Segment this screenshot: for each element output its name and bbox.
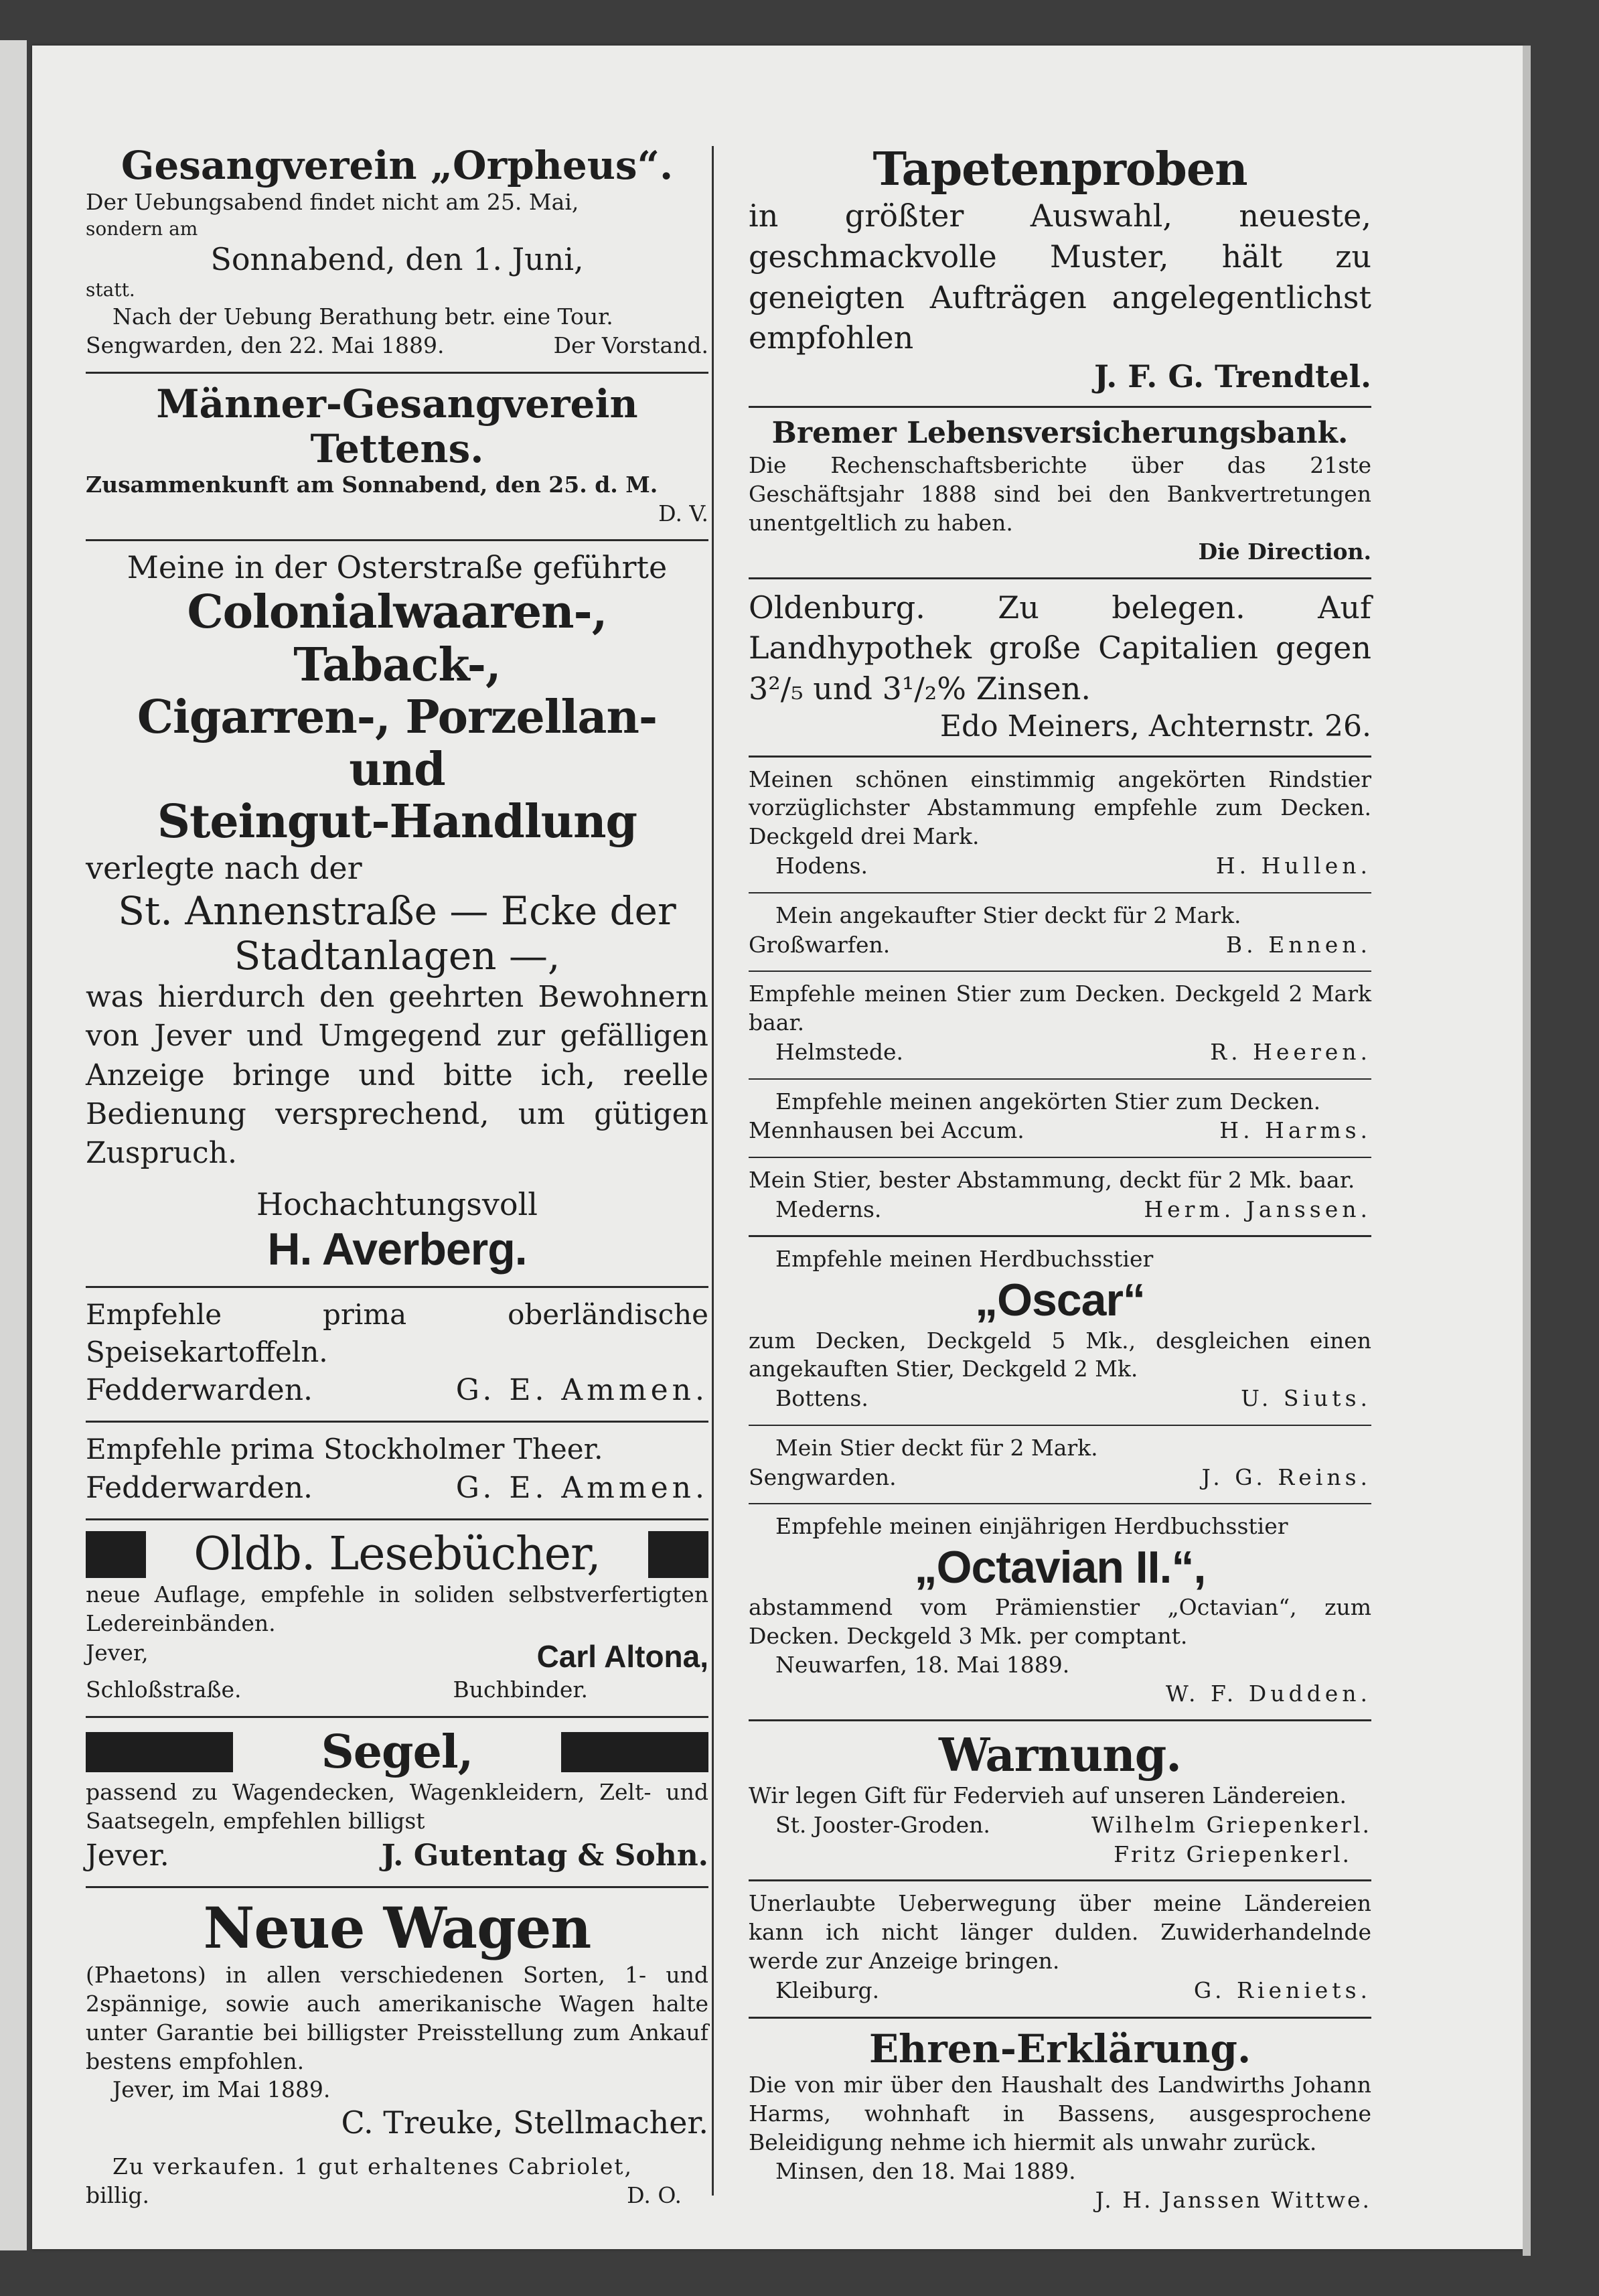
ad-headline: Colonialwaaren-, Taback-,	[187, 585, 607, 692]
ad-signature: Herm. Janssen.	[1144, 1196, 1371, 1222]
pointing-hand-left-icon	[648, 1531, 708, 1578]
ad-signature: Die Direction.	[1198, 538, 1371, 565]
ad-place: Fedderwarden.	[86, 1470, 313, 1505]
ad-place: Großwarfen.	[749, 931, 891, 958]
ad-body: Oldenburg. Zu belegen. Auf Landhypothek große Capitalien gegen 3²/₅ und 3¹/₂% Zinsen.	[749, 589, 1371, 707]
ad-signature: Wilhelm Griepenkerl.	[1091, 1811, 1371, 1838]
ad-signature: Carl Altona,	[536, 1639, 708, 1674]
ad-heeren	[749, 976, 1371, 1074]
ad-title: Tapetenproben	[872, 143, 1247, 196]
ad-bremer	[749, 412, 1371, 573]
ad-title: Neue Wagen	[203, 1895, 591, 1962]
ad-footer	[749, 1037, 1371, 1068]
ad-ehren	[749, 2023, 1371, 2222]
ad-body: was hierdurch den geehrten Bewohnern von Jever und Umgegend zur gefälligen Anzeige bringe und bitte ich, reelle Bedienung versprechend, um gütigen Zuspruch.	[86, 980, 708, 1170]
ad-warnung	[749, 1725, 1371, 1876]
ad-signature: J. H. Janssen Wittwe.	[1095, 2186, 1371, 2213]
separator	[86, 539, 708, 541]
ad-footer	[86, 331, 708, 361]
ad-signature: Edo Meiners, Achternstr. 26.	[939, 709, 1371, 743]
ad-segel	[86, 1722, 708, 1882]
separator	[86, 1716, 708, 1718]
separator	[86, 1421, 708, 1423]
ad-signature: G. E. Ammen.	[455, 1373, 708, 1407]
pointing-hand-left-icon	[561, 1732, 708, 1772]
ad-place: Helmstede.	[775, 1039, 904, 1065]
ad-place: Jever.	[86, 1838, 169, 1873]
separator	[86, 1286, 708, 1288]
ad-text: statt.	[86, 279, 135, 301]
ad-signature: H. Harms.	[1219, 1117, 1371, 1144]
ad-footer	[749, 1976, 1371, 2006]
pointing-hand-right-icon	[86, 1531, 146, 1578]
ad-signature: W. F. Dudden.	[1165, 1680, 1371, 1707]
ad-footer	[86, 1638, 708, 1675]
right-column	[749, 139, 1371, 2222]
ad-footer	[749, 1384, 1371, 1414]
ad-body: Mein angekaufter Stier deckt für 2 Mark.	[775, 902, 1241, 928]
ad-text: billig.	[86, 2182, 149, 2209]
ad-body: Empfehle prima oberländische Speisekartoffeln.	[86, 1298, 708, 1368]
ad-janssen	[749, 1162, 1371, 1231]
separator	[86, 372, 708, 374]
ad-footer	[749, 1195, 1371, 1225]
ad-title: Gesangverein „Orpheus“.	[121, 143, 674, 188]
ad-text: sondern am	[86, 217, 198, 240]
ad-text: Zusammenkunft am Sonnabend, den 25. d. M.	[86, 472, 658, 498]
ad-title: Oldb. Lesebücher,	[194, 1528, 601, 1581]
ad-footer	[86, 1836, 708, 1875]
ad-altona	[86, 1524, 708, 1712]
separator	[749, 892, 1371, 893]
ad-body: abstammend vom Prämienstier „Octavian“, zum Decken. Deckgeld 3 Mk. per comptant.	[749, 1594, 1371, 1650]
separator	[749, 2017, 1371, 2019]
separator	[86, 1518, 708, 1520]
ad-signature: J. G. Reins.	[1201, 1463, 1371, 1490]
ad-greeting: Hochachtungsvoll	[256, 1186, 538, 1222]
ad-body: Die von mir über den Haushalt des Landwirths Johann Harms, wohnhaft in Bassens, ausgesprochene Beleidigung nehme ich hiermit als unwahr zurück.	[749, 2072, 1371, 2156]
separator	[749, 1879, 1371, 1881]
ad-signature: J. Gutentag & Sohn.	[381, 1838, 708, 1873]
ad-tettens	[86, 378, 708, 535]
ad-headline: Stadtanlagen —,	[234, 932, 560, 979]
ad-footer	[749, 1116, 1371, 1146]
ad-place: Sengwarden, den 22. Mai 1889.	[86, 332, 445, 359]
ad-hullen	[749, 762, 1371, 888]
ad-intro: Empfehle meinen einjährigen Herdbuchsstier	[775, 1513, 1288, 1540]
ad-body: Mein Stier, bester Abstammung, deckt für 2 Mk. baar.	[749, 1166, 1355, 1193]
ad-body: (Phaetons) in allen verschiedenen Sorten, 1- und 2spännige, sowie auch amerikanische Wagen halte unter Garantie bei billigster Preisstellung zum Ankauf bestens empfohlen.	[86, 1961, 708, 2074]
ad-signature: J. F. G. Trendtel.	[1094, 358, 1371, 395]
ad-place: Neuwarfen, 18. Mai 1889.	[775, 1652, 1070, 1678]
ad-body: passend zu Wagendecken, Wagenkleidern, Zelt- und Saatsegeln, empfehlen billigst	[86, 1779, 708, 1834]
right-page-edge	[1523, 46, 1531, 2256]
ad-reins	[749, 1430, 1371, 1499]
ad-headline: Steingut-Handlung	[157, 795, 637, 849]
ad-signature: H. Averberg.	[267, 1223, 527, 1275]
ad-title: „Octavian II.“,	[914, 1542, 1206, 1593]
ad-signature: G. Rieniets.	[1193, 1977, 1371, 2004]
ad-signature: D. V.	[658, 500, 708, 527]
newspaper-page	[32, 46, 1523, 2249]
ad-place: Jever,	[86, 1640, 149, 1666]
ad-title-row	[86, 1726, 708, 1778]
ad-footer	[86, 1468, 708, 1508]
ad-text: Nach der Uebung Berathung betr. eine Tour.	[112, 303, 613, 330]
ad-headline: Cigarren-, Porzellan- und	[137, 690, 658, 796]
ad-footer	[86, 1675, 708, 1705]
separator	[749, 1235, 1371, 1237]
ad-body: Mein Stier deckt für 2 Mark.	[775, 1434, 1098, 1461]
ad-octavian	[749, 1508, 1371, 1715]
ad-signature: C. Treuke, Stellmacher.	[341, 2104, 708, 2141]
separator	[86, 1886, 708, 1888]
column-divider	[712, 146, 714, 2196]
ad-body: Empfehle meinen angekörten Stier zum Decken.	[775, 1088, 1321, 1115]
ad-signature: H. Hullen.	[1215, 853, 1371, 879]
ad-rieniets	[749, 1885, 1371, 2012]
separator	[749, 971, 1371, 972]
ad-place: Bottens.	[775, 1385, 868, 1412]
ad-footer	[749, 1463, 1371, 1493]
ad-signature: Der Vorstand.	[553, 332, 708, 359]
ad-footer	[749, 1810, 1371, 1841]
ad-ennen	[749, 898, 1371, 966]
ad-body: zum Decken, Deckgeld 5 Mk., desgleichen einen angekauften Stier, Deckgeld 2 Mk.	[749, 1327, 1371, 1382]
ad-place: Mennhausen bei Accum.	[749, 1117, 1024, 1144]
ad-signature: D. O.	[627, 2182, 682, 2209]
ad-meiners	[749, 583, 1371, 751]
pointing-hand-right-icon	[86, 1732, 233, 1772]
ad-tapeten	[749, 139, 1371, 402]
ad-cabriolet	[86, 2149, 708, 2218]
ad-text: Zu verkaufen. 1 gut erhaltenes Cabriolet,	[112, 2153, 633, 2179]
ad-orpheus	[86, 139, 708, 368]
ad-footer	[86, 1370, 708, 1410]
left-column	[86, 139, 708, 2218]
ad-signature: G. E. Ammen.	[455, 1470, 708, 1505]
ad-body: Meinen schönen einstimmig angekörten Rindstier vorzüglichster Abstammung empfehle zum Decken. Deckgeld drei Mark.	[749, 766, 1371, 850]
separator	[749, 756, 1371, 758]
ad-ammen-kartoffeln	[86, 1292, 708, 1417]
ad-title: Männer-Gesangverein Tettens.	[156, 380, 638, 472]
ad-headline: St. Annenstraße — Ecke der	[118, 887, 676, 934]
ad-body: Empfehle meinen Stier zum Decken. Deckgeld 2 Mark baar.	[749, 981, 1371, 1036]
ad-signature: U. Siuts.	[1241, 1385, 1371, 1412]
separator	[749, 1157, 1371, 1158]
ad-intro: Meine in der Osterstraße geführte	[127, 549, 668, 586]
ad-title-row	[86, 1528, 708, 1581]
ad-place: Hodens.	[775, 853, 868, 879]
ad-footer	[749, 930, 1371, 960]
ad-title: Ehren-Erklärung.	[868, 2025, 1251, 2072]
separator	[749, 1503, 1371, 1504]
separator	[749, 406, 1371, 408]
ad-title: Segel,	[321, 1725, 473, 1779]
ad-body: neue Auflage, empfehle in soliden selbstverfertigten Ledereinbänden.	[86, 1581, 708, 1637]
ad-intro: Empfehle meinen Herdbuchsstier	[775, 1246, 1154, 1273]
ad-title: Warnung.	[939, 1728, 1181, 1782]
separator	[749, 1719, 1371, 1721]
ad-place: St. Jooster-Groden.	[775, 1811, 990, 1838]
ad-title: „Oscar“	[975, 1275, 1145, 1326]
ad-place: Fedderwarden.	[86, 1373, 313, 1407]
ad-place: Jever, im Mai 1889.	[112, 2076, 331, 2103]
ad-signature: B. Ennen.	[1225, 931, 1371, 958]
ad-place: Kleiburg.	[775, 1977, 880, 2004]
ad-title: Bremer Lebensversicherungsbank.	[771, 416, 1349, 451]
ad-body: Die Rechenschaftsberichte über das 21ste Geschäftsjahr 1888 sind bei den Bankvertretungen unentgeltlich zu haben.	[749, 452, 1371, 536]
ad-place: Mederns.	[775, 1196, 882, 1222]
separator	[749, 1078, 1371, 1080]
ad-averberg	[86, 545, 708, 1282]
ad-body: Wir legen Gift für Federvieh auf unseren Ländereien.	[749, 1782, 1347, 1809]
separator	[749, 577, 1371, 579]
ad-footer	[749, 851, 1371, 881]
ad-place: Schloßstraße.	[86, 1676, 242, 1703]
ad-date: Sonnabend, den 1. Juni,	[210, 240, 584, 277]
ad-body: Empfehle prima Stockholmer Theer.	[86, 1433, 603, 1466]
ad-body: in größter Auswahl, neueste, geschmackvolle Muster, hält zu geneigten Aufträgen angelegentlichst empfohlen	[749, 198, 1371, 356]
ad-body: Unerlaubte Ueberwegung über meine Ländereien kann ich nicht länger dulden. Zuwiderhandelnde werde zur Anzeige bringen.	[749, 1890, 1371, 1975]
ad-signature: R. Heeren.	[1210, 1039, 1371, 1065]
ad-harms	[749, 1084, 1371, 1153]
left-page-edge	[0, 40, 27, 2250]
ad-text: verlegte nach der	[86, 850, 362, 887]
ad-role: Buchbinder.	[453, 1676, 588, 1703]
ad-footer	[86, 2181, 708, 2211]
ad-text: Der Uebungsabend findet nicht am 25. Mai,	[86, 188, 579, 215]
ad-ammen-theer	[86, 1427, 708, 1514]
ad-wagen	[86, 1892, 708, 2148]
ad-place: Sengwarden.	[749, 1463, 897, 1490]
separator	[749, 1425, 1371, 1426]
ad-place: Minsen, den 18. Mai 1889.	[775, 2158, 1076, 2184]
ad-oscar	[749, 1241, 1371, 1420]
ad-signature: Fritz Griepenkerl.	[1114, 1841, 1351, 1867]
